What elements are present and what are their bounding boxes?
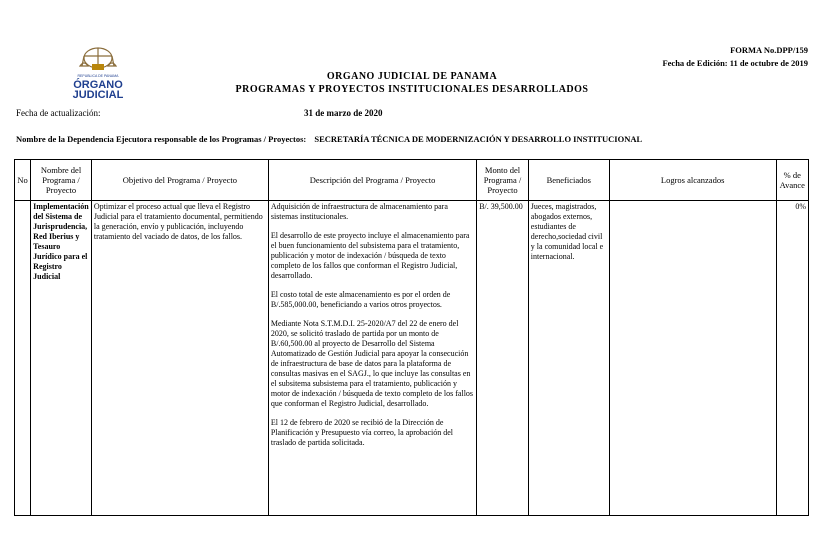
cell-avance: 0% xyxy=(776,201,808,516)
cell-nombre: Implementación del Sistema de Jurisprudencia, Red Iberius y Tesauro Jurídico para el Registro Judicial xyxy=(31,201,92,516)
header-objetivo: Objetivo del Programa / Proyecto xyxy=(91,160,268,201)
header-monto: Monto del Programa / Proyecto xyxy=(477,160,529,201)
table-header-row xyxy=(15,160,809,201)
dependencia-line xyxy=(16,134,642,144)
header-logros: Logros alcanzados xyxy=(609,160,776,201)
fecha-label: Fecha de actualización: xyxy=(16,108,101,118)
dependencia-value: SECRETARÍA TÉCNICA DE MODERNIZACIÓN Y DESARROLLO INSTITUCIONAL xyxy=(314,134,643,144)
header-no: No xyxy=(15,160,31,201)
header-descripcion: Descripción del Programa / Proyecto xyxy=(268,160,476,201)
logo-small-text: REPUBLICA DE PANAMA xyxy=(77,74,119,78)
cell-logros xyxy=(609,201,776,516)
dependencia-label: Nombre de la Dependencia Ejecutora responsable de los Programas / Proyectos: xyxy=(16,134,307,144)
document-title xyxy=(0,70,824,96)
cell-no xyxy=(15,201,31,516)
form-code: FORMA No.DPP/159 xyxy=(730,45,808,55)
form-code-block xyxy=(662,44,808,70)
desc-paragraph: Mediante Nota S.T.M.D.I. 25-2020/A7 del 22 de enero del 2020, se solicitó traslado de partida por un monto de B/.60,500.00 al proyecto de Desarrollo del Sistema Automatizado de Gestión Judicial para apoyar la consecución de infraestructura de base de datos para la plataforma de consultas masivas en el SAGJ., lo que incluye las consultas en el subsitema subsistema para el tratamiento, publicación y motor de indexación / búsqueda de texto completo de los fallos que conforman el Registro Judicial, desarrollado. xyxy=(270,319,474,408)
title-line2: PROGRAMAS Y PROYECTOS INSTITUCIONALES DESARROLLADOS xyxy=(235,84,589,95)
cell-objetivo: Optimizar el proceso actual que lleva el Registro Judicial para el tratamiento documental, permitiendo la generación, envío y publicación, incluyendo tratamiento del vaciado de datos, de los fallos. xyxy=(91,201,268,516)
header-avance: % de Avance xyxy=(776,160,808,201)
header-beneficiados: Beneficiados xyxy=(528,160,609,201)
table-row xyxy=(15,201,809,516)
logo-line1: ÓRGANO xyxy=(73,79,123,91)
desc-paragraph: El desarrollo de este proyecto incluye el almacenamiento para el buen funcionamiento del subsistema para el tratamiento, publicación y motor de indexación / búsqueda de texto completo de los fallos que conforman el Registro Judicial, desarrollado. xyxy=(270,231,470,280)
cell-descripcion xyxy=(268,201,476,516)
title-line1: ORGANO JUDICIAL DE PANAMA xyxy=(326,71,498,82)
desc-paragraph: Adquisición de infraestructura de almacenamiento para sistemas institucionales. xyxy=(270,202,448,221)
programs-table xyxy=(14,159,809,516)
cell-beneficiados: Jueces, magistrados, abogados externos, estudiantes de derecho,sociedad civil y la comunidad local e internacional. xyxy=(528,201,609,516)
header-nombre: Nombre del Programa / Proyecto xyxy=(31,160,92,201)
fecha-value: 31 de marzo de 2020 xyxy=(304,108,383,118)
logo-line2: JUDICIAL xyxy=(72,89,124,100)
desc-paragraph: El 12 de febrero de 2020 se recibió de la Dirección de Planificación y Presupuesto vía correo, la aprobación del traslado de partida solicitada. xyxy=(270,418,454,447)
edition-date: Fecha de Edición: 11 de octubre de 2019 xyxy=(662,58,808,68)
desc-paragraph: El costo total de este almacenamiento es por el orden de B/.585,000.00, beneficiando a varios otros proyectos. xyxy=(270,290,451,309)
cell-monto: B/. 39,500.00 xyxy=(477,201,529,516)
